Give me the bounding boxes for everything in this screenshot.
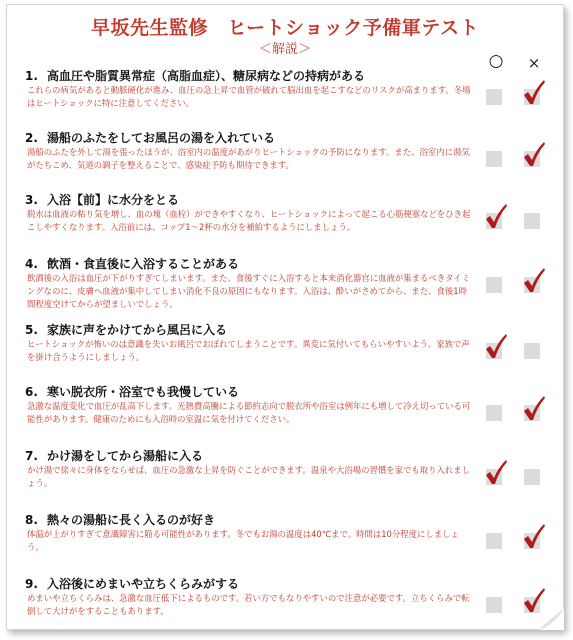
- answer-yes-checkbox[interactable]: [486, 343, 502, 359]
- question-number: 7.: [25, 449, 38, 463]
- answer-no-checkbox[interactable]: [524, 213, 540, 229]
- question-explanation: 急激な温度変化で血圧が乱高下します。光熱費高騰による節約志向で脱衣所や浴室は例年にも増して冷え切っている可能性があります。健康のためにも入浴時の室温に気を付けてください。: [27, 401, 471, 424]
- column-header-yes: ○: [488, 51, 504, 71]
- answer-no-checkbox[interactable]: [524, 89, 540, 105]
- question-number: 2.: [25, 131, 38, 145]
- question-explanation: かけ湯で徐々に身体をならせば、血圧の急激な上昇を防ぐことができます。温泉や大浴場の習慣を家でも取り入れましょう。: [27, 465, 470, 488]
- checkmark-icon: [484, 460, 508, 484]
- answer-yes-checkbox[interactable]: [486, 469, 502, 485]
- page-curl-decoration: [538, 608, 564, 630]
- answer-yes-checkbox[interactable]: [486, 277, 502, 293]
- answer-no-checkbox[interactable]: [524, 277, 540, 293]
- question-heading: [25, 191, 179, 208]
- question-number: 8.: [25, 513, 38, 527]
- question-explanation: めまいや立ちくらみは、急激な血圧低下によるものです。若い方でもなりやすいので注意が必要です。立ちくらみで転倒して大けがをすることもあります。: [27, 593, 470, 616]
- checkmark-icon: [522, 524, 546, 548]
- checkmark-icon: [522, 142, 546, 166]
- answer-no-checkbox[interactable]: [524, 533, 540, 549]
- checkmark-icon: [522, 268, 546, 292]
- answer-yes-checkbox[interactable]: [486, 151, 502, 167]
- question-number: 5.: [25, 323, 38, 337]
- question-title: かけ湯をしてから湯船に入る: [47, 449, 204, 463]
- question-explanation: ヒートショックが怖いのは意識を失いお風呂でおぼれてしまうことです。異変に気付いてもらいやすいよう、家族で声を掛け合うようにしましょう。: [27, 339, 470, 362]
- question-title: 熱々の湯船に長く入るのが好き: [47, 513, 216, 527]
- question-title: 寒い脱衣所・浴室でも我慢している: [47, 385, 240, 399]
- question-number: 6.: [25, 385, 38, 399]
- answer-yes-checkbox[interactable]: [486, 89, 502, 105]
- question-number: 4.: [25, 257, 38, 271]
- question-explanation: 飲酒後の入浴は血圧が下がりすぎてしまいます。また、食後すぐに入浴すると本来消化器官に血液が集まるべきタイミングなのに、皮膚へ血液が集中してしまい消化不良の原因にもなります。入浴は、酔いがさめてから、また、食後1時間程度空けてからが望ましいでしょう。: [27, 273, 471, 309]
- question-title: 入浴【前】に水分をとる: [47, 193, 180, 207]
- page-subtitle: ＜解説＞: [258, 42, 311, 57]
- answer-no-checkbox[interactable]: [524, 405, 540, 421]
- answer-yes-checkbox[interactable]: [486, 597, 502, 613]
- question-number: 1.: [25, 69, 38, 83]
- question-heading: [25, 67, 365, 84]
- question-title: 家族に声をかけてから風呂に入る: [47, 323, 228, 337]
- question-explanation: 体温が上がりすぎて意識障害に陥る可能性があります。冬でもお湯の温度は40℃まで。時間は10分程度にしましょう。: [27, 529, 459, 552]
- checkmark-icon: [522, 80, 546, 104]
- question-explanation: 湯船のふたを外して湯を張ったほうが、浴室内の温度があがりヒートショックの予防になります。また、浴室内に湯気がたちこめ、気道の調子を整えることで、感染症予防も期待できます。: [27, 147, 470, 170]
- answer-no-checkbox[interactable]: [524, 343, 540, 359]
- question-heading: [25, 447, 203, 464]
- answer-yes-checkbox[interactable]: [486, 405, 502, 421]
- checkmark-icon: [484, 204, 508, 228]
- checkmark-icon: [484, 334, 508, 358]
- column-header-no: ×: [527, 54, 541, 72]
- question-heading: [25, 255, 239, 272]
- answer-yes-checkbox[interactable]: [486, 533, 502, 549]
- answer-yes-checkbox[interactable]: [486, 213, 502, 229]
- answer-no-checkbox[interactable]: [524, 469, 540, 485]
- question-title: 入浴後にめまいや立ちくらみがする: [47, 577, 240, 591]
- question-number: 9.: [25, 577, 38, 591]
- question-explanation: これらの病気があると動脈硬化が進み、血圧の急上昇で血管が破れて脳出血を起こすなどのリスクが高まります。冬場はヒートショックに特に注意してください。: [27, 85, 471, 108]
- page-title: 早坂先生監修 ヒートショック予備軍テスト: [90, 17, 480, 39]
- test-sheet: [6, 4, 564, 630]
- question-explanation: 脱水は血液の粘り気を増し、血の塊（血栓）ができやすくなり、ヒートショックによって起こる心筋梗塞などをひき起こしやすくなります。入浴前には、コップ1～2杯の水分を補給するようにしましょう。: [27, 209, 471, 232]
- answer-no-checkbox[interactable]: [524, 151, 540, 167]
- question-title: 飲酒・食直後に入浴することがある: [47, 257, 240, 271]
- question-heading: [25, 129, 275, 146]
- question-heading: [25, 321, 227, 338]
- question-heading: [25, 383, 239, 400]
- question-heading: [25, 575, 239, 592]
- question-heading: [25, 511, 215, 528]
- question-title: 高血圧や脂質異常症（高脂血症）、糖尿病などの持病がある: [47, 69, 366, 83]
- question-title: 湯船のふたをしてお風呂の湯を入れている: [47, 131, 276, 145]
- question-number: 3.: [25, 193, 38, 207]
- checkmark-icon: [522, 396, 546, 420]
